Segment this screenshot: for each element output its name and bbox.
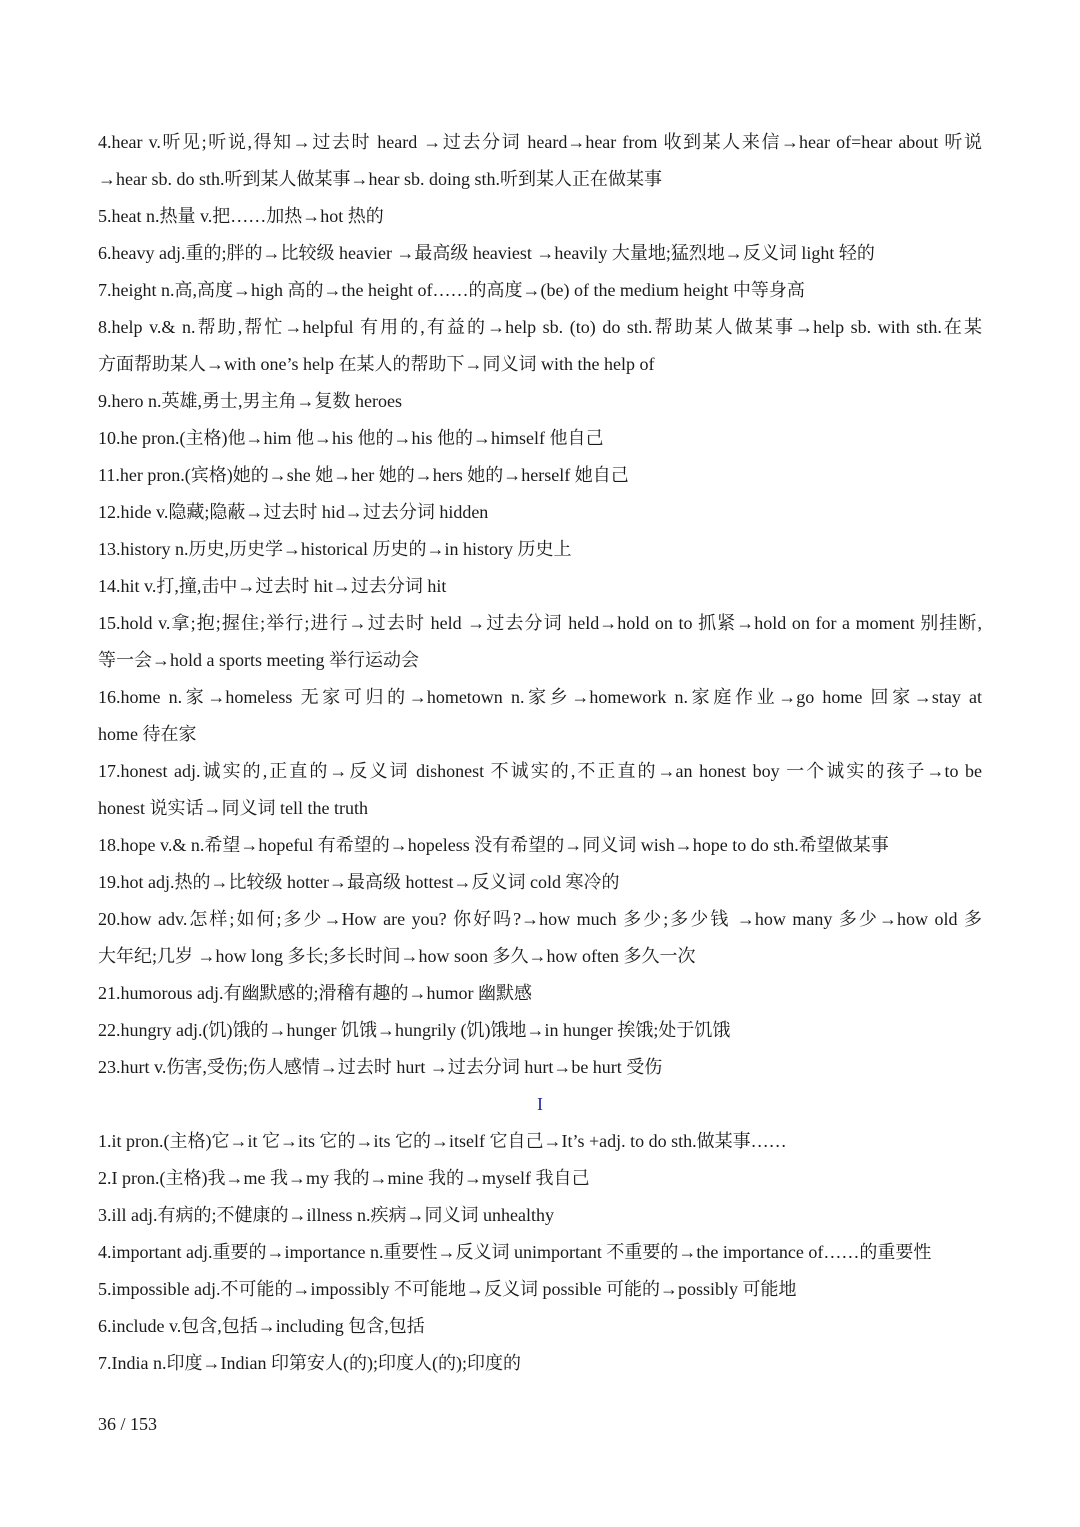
- entry-line: 16.home n.家→homeless 无家可归的→hometown n.家乡→homework n.家庭作业→go home 回家→stay at: [98, 687, 982, 707]
- vocabulary-list: [98, 124, 982, 1382]
- entry-line: 5.heat n.热量 v.把……加热→hot 热的: [98, 206, 384, 226]
- entry-line: 15.hold v.拿;抱;握住;举行;进行→过去时 held →过去分词 held→hold on to 抓紧→hold on for a moment 别挂断,: [98, 613, 982, 633]
- entry-line: 14.hit v.打,撞,击中→过去时 hit→过去分词 hit: [98, 576, 447, 596]
- entry-line: 20.how adv.怎样;如何;多少→How are you? 你好吗?→how much 多少;多少钱 →how many 多少→how old 多: [98, 909, 982, 929]
- entry-line: 10.he pron.(主格)他→him 他→his 他的→his 他的→himself 他自己: [98, 428, 604, 448]
- entry-line: 17.honest adj.诚实的,正直的→反义词 dishonest 不诚实的,不正直的→an honest boy 一个诚实的孩子→to be: [98, 761, 982, 781]
- entry-line: 3.ill adj.有病的;不健康的→illness n.疾病→同义词 unhealthy: [98, 1205, 554, 1225]
- entry-line: 4.hear v.听见;听说,得知→过去时 heard →过去分词 heard→hear from 收到某人来信→hear of=hear about 听说: [98, 132, 982, 152]
- entry-line: 7.India n.印度→Indian 印第安人(的);印度人(的);印度的: [98, 1353, 521, 1373]
- entry-line: 8.help v.& n.帮助,帮忙→helpful 有用的,有益的→help sb. (to) do sth.帮助某人做某事→help sb. with sth.在某: [98, 317, 982, 337]
- entry-line: 6.heavy adj.重的;胖的→比较级 heavier →最高级 heaviest →heavily 大量地;猛烈地→反义词 light 轻的: [98, 243, 875, 263]
- entry-line: 2.I pron.(主格)我→me 我→my 我的→mine 我的→myself 我自己: [98, 1168, 590, 1188]
- section-heading: I: [537, 1094, 543, 1114]
- page-number: 36 / 153: [98, 1414, 158, 1434]
- entry-line: 21.humorous adj.有幽默感的;滑稽有趣的→humor 幽默感: [98, 983, 532, 1003]
- entry-line: home 待在家: [98, 724, 197, 744]
- entry-line: 18.hope v.& n.希望→hopeful 有希望的→hopeless 没有希望的→同义词 wish→hope to do sth.希望做某事: [98, 835, 889, 855]
- entry-line: honest 说实话→同义词 tell the truth: [98, 798, 368, 818]
- entry-line: 19.hot adj.热的→比较级 hotter→最高级 hottest→反义词 cold 寒冷的: [98, 872, 620, 892]
- entry-line: 7.height n.高,高度→high 高的→the height of……的高度→(be) of the medium height 中等身高: [98, 280, 805, 300]
- entry-line: 22.hungry adj.(饥)饿的→hunger 饥饿→hungrily (饥)饿地→in hunger 挨饿;处于饥饿: [98, 1020, 731, 1040]
- entry-line: 大年纪;几岁 →how long 多长;多长时间→how soon 多久→how often 多久一次: [98, 946, 696, 966]
- entry-line: →hear sb. do sth.听到某人做某事→hear sb. doing sth.听到某人正在做某事: [98, 169, 662, 189]
- entry-line: 方面帮助某人→with one’s help 在某人的帮助下→同义词 with the help of: [98, 354, 655, 374]
- entry-line: 13.history n.历史,历史学→historical 历史的→in history 历史上: [98, 539, 572, 559]
- entry-line: 9.hero n.英雄,勇士,男主角→复数 heroes: [98, 391, 402, 411]
- entry-line: 23.hurt v.伤害,受伤;伤人感情→过去时 hurt →过去分词 hurt→be hurt 受伤: [98, 1057, 663, 1077]
- entry-line: 4.important adj.重要的→importance n.重要性→反义词 unimportant 不重要的→the importance of……的重要性: [98, 1242, 932, 1262]
- entry-line: 12.hide v.隐藏;隐蔽→过去时 hid→过去分词 hidden: [98, 502, 489, 522]
- entry-line: 11.her pron.(宾格)她的→she 她→her 她的→hers 她的→herself 她自己: [98, 465, 629, 485]
- entry-line: 1.it pron.(主格)它→it 它→its 它的→its 它的→itself 它自己→It’s +adj. to do sth.做某事……: [98, 1131, 787, 1151]
- entry-line: 等一会→hold a sports meeting 举行运动会: [98, 650, 419, 670]
- entry-line: 5.impossible adj.不可能的→impossibly 不可能地→反义词 possible 可能的→possibly 可能地: [98, 1279, 797, 1299]
- entry-line: 6.include v.包含,包括→including 包含,包括: [98, 1316, 425, 1336]
